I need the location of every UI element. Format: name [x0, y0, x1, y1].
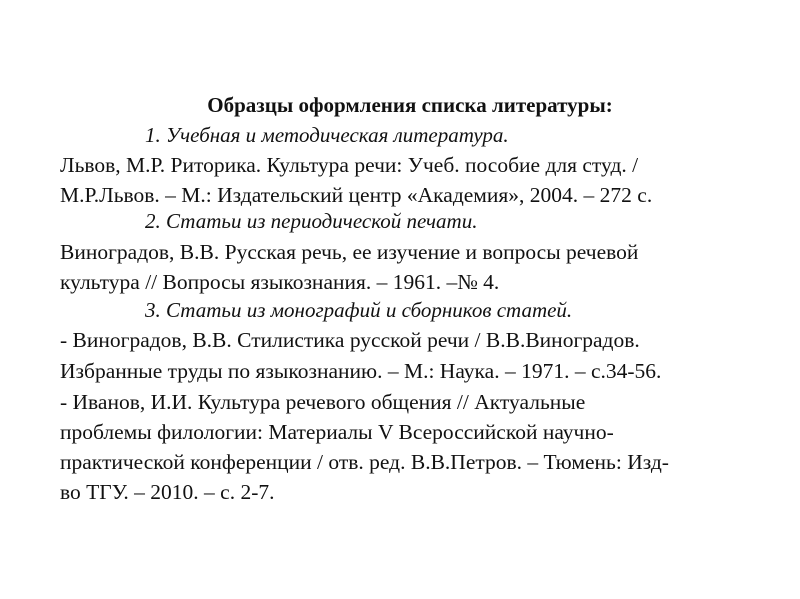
section-heading-textbooks: 1. Учебная и методическая литература. [145, 123, 509, 147]
reference-line: практической конференции / отв. ред. В.В.Петров. – Тюмень: Изд- [60, 450, 669, 474]
reference-line: - Виноградов, В.В. Стилистика русской речи / В.В.Виноградов. [60, 328, 640, 352]
reference-line: - Иванов, И.И. Культура речевого общения // Актуальные [60, 390, 586, 414]
section-heading-monographs: 3. Статьи из монографий и сборников статей. [145, 298, 573, 322]
reference-line: проблемы филологии: Материалы V Всероссийской научно- [60, 420, 614, 444]
reference-line: Избранные труды по языкознанию. – М.: Наука. – 1971. – с.34-56. [60, 359, 662, 383]
reference-line: во ТГУ. – 2010. – с. 2-7. [60, 480, 275, 504]
reference-line: культура // Вопросы языкознания. – 1961. –№ 4. [60, 270, 500, 294]
reference-line: Львов, М.Р. Риторика. Культура речи: Учеб. пособие для студ. / [60, 153, 639, 177]
reference-line: Виноградов, В.В. Русская речь, ее изучение и вопросы речевой [60, 240, 639, 264]
reference-line: М.Р.Львов. – М.: Издательский центр «Академия», 2004. – 272 с. [60, 183, 653, 207]
document-title: Образцы оформления списка литературы: [207, 93, 613, 117]
section-heading-periodicals: 2. Статьи из периодической печати. [145, 209, 478, 233]
